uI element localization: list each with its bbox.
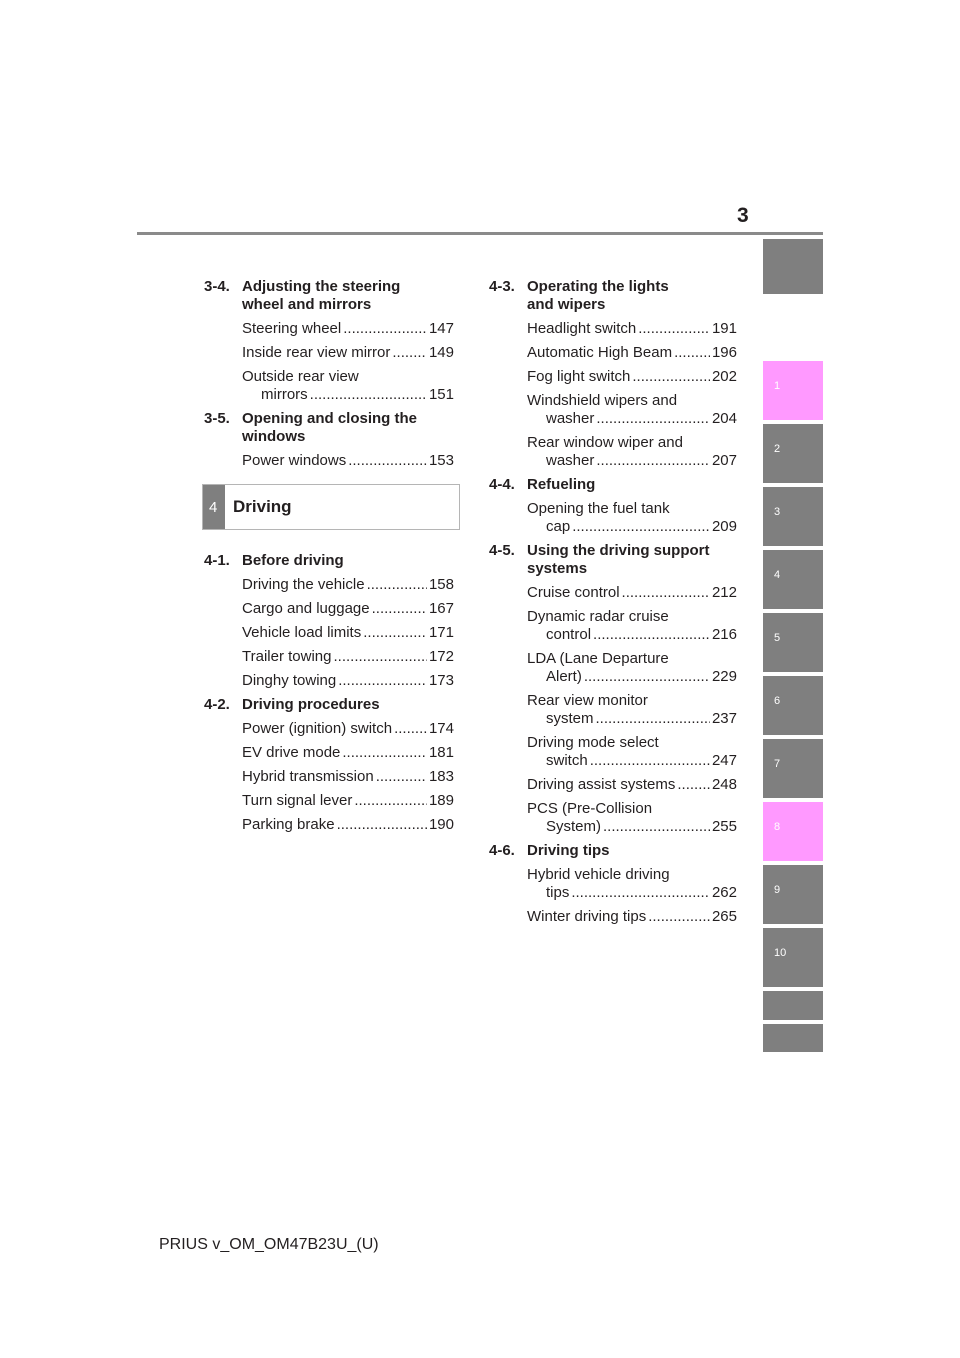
chapter-tab-extra-2[interactable] [763,1024,823,1052]
toc-entry[interactable]: Outside rear view mirrors ..... 151 [242,368,454,404]
section-heading: 3-5. Opening and closing the windows [204,410,418,445]
toc-entry[interactable]: Trailer towing ..... 172 [242,648,454,666]
chapter-tab-index[interactable] [763,239,823,294]
toc-entry[interactable]: Power windows ..... 153 [242,452,454,470]
toc-entry[interactable]: Driving mode select switch ..... 247 [527,734,737,770]
section-heading: 4-4. Refueling [489,476,596,493]
toc-entry[interactable]: LDA (Lane Departure Alert) ..... 229 [527,650,737,686]
toc-entry[interactable]: Vehicle load limits ..... 171 [242,624,454,642]
chapter-tab-10[interactable]: 10 [763,928,823,987]
toc-entry[interactable]: Driving the vehicle ..... 158 [242,576,454,594]
page-number: 3 [737,204,749,227]
chapter-number-badge: 4 [203,485,225,529]
chapter-tab-extra-1[interactable] [763,991,823,1020]
toc-entry[interactable]: Hybrid transmission ..... 183 [242,768,454,786]
toc-entry[interactable]: Rear window wiper and washer ..... 207 [527,434,737,470]
chapter-tab-2[interactable]: 2 [763,424,823,483]
chapter-tab-1[interactable]: 1 [763,361,823,420]
toc-entry[interactable]: Windshield wipers and washer ..... 204 [527,392,737,428]
toc-entry[interactable]: Dinghy towing ..... 173 [242,672,454,690]
toc-entry[interactable]: Automatic High Beam ..... 196 [527,344,737,362]
toc-entry[interactable]: Headlight switch ..... 191 [527,320,737,338]
toc-entry[interactable]: Opening the fuel tank cap ..... 209 [527,500,737,536]
section-heading: 3-4. Adjusting the steering wheel and mirrors [204,278,401,313]
toc-entry[interactable]: Cruise control ..... 212 [527,584,737,602]
chapter-tab-5[interactable]: 5 [763,613,823,672]
toc-entry[interactable]: Inside rear view mirror ..... 149 [242,344,454,362]
chapter-tab-4[interactable]: 4 [763,550,823,609]
chapter-tab-3[interactable]: 3 [763,487,823,546]
section-heading: 4-2. Driving procedures [204,696,380,713]
chapter-title: Driving [233,497,292,516]
toc-right-column [489,274,737,932]
toc-entry[interactable]: Power (ignition) switch ..... 174 [242,720,454,738]
section-heading: 4-5. Using the driving support systems [489,542,710,577]
toc-entry[interactable]: Turn signal lever ..... 189 [242,792,454,810]
chapter-tab-9[interactable]: 9 [763,865,823,924]
document-footer: PRIUS v_OM_OM47B23U_(U) [159,1236,379,1253]
toc-entry[interactable]: EV drive mode ..... 181 [242,744,454,762]
toc-entry[interactable]: Driving assist systems ..... 248 [527,776,737,794]
toc-entry[interactable]: Cargo and luggage ..... 167 [242,600,454,618]
header-rule [137,232,823,235]
toc-entry[interactable]: Rear view monitor system ..... 237 [527,692,737,728]
toc-entry[interactable]: Winter driving tips ..... 265 [527,908,737,926]
toc-entry[interactable]: Parking brake ..... 190 [242,816,454,834]
chapter-tab-7[interactable]: 7 [763,739,823,798]
section-heading: 4-1. Before driving [204,552,344,569]
toc-entry[interactable]: PCS (Pre-Collision System) ..... 255 [527,800,737,836]
chapter-heading-box [202,484,460,530]
chapter-tab-8[interactable]: 8 [763,802,823,861]
toc-entry[interactable]: Hybrid vehicle driving tips ..... 262 [527,866,737,902]
toc-entry[interactable]: Dynamic radar cruise control ..... 216 [527,608,737,644]
toc-left-column [204,274,454,840]
toc-entry[interactable]: Steering wheel ..... 147 [242,320,454,338]
section-heading: 4-3. Operating the lights and wipers [489,278,669,313]
section-heading: 4-6. Driving tips [489,842,610,859]
chapter-tab-6[interactable]: 6 [763,676,823,735]
toc-entry[interactable]: Fog light switch ..... 202 [527,368,737,386]
